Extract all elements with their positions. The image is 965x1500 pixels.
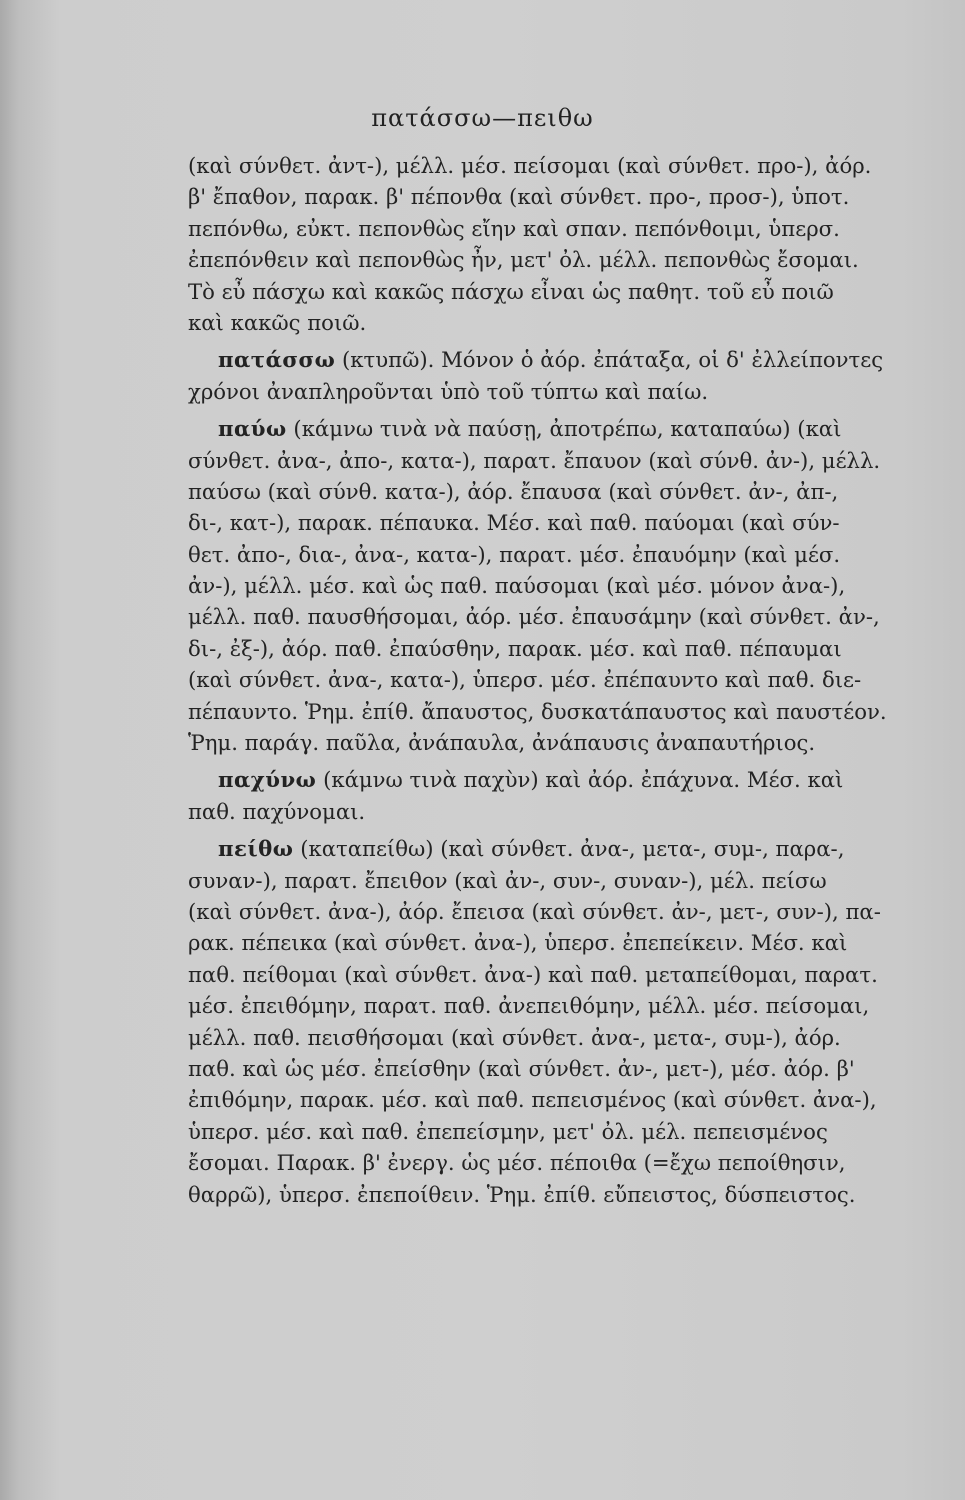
text-line: μέλλ. παθ. πεισθήσομαι (καὶ σύνθετ. ἀνα-, μετα-, συμ-), ἀόρ. <box>188 1024 841 1050</box>
text-line: (καὶ σύνθετ. ἀνα-, κατα-), ὑπερσ. μέσ. ἐπέπαυντο καὶ παθ. διε- <box>188 667 862 693</box>
entry-pauo <box>188 413 918 758</box>
text-line: (καὶ σύνθετ. ἀνα-), ἀόρ. ἔπεισα (καὶ σύνθετ. ἀν-, μετ-, συν-), πα- <box>188 898 881 924</box>
text-line: ἀν-), μέλλ. μέσ. καὶ ὡς παθ. παύσομαι (καὶ μέσ. μόνον ἀνα-), <box>188 573 846 599</box>
text-line: β' ἔπαθον, παρακ. β' πέπονθα (καὶ σύνθετ. προ-, προσ-), ὑποτ. <box>188 184 850 210</box>
text-line: παύσω (καὶ σύνθ. κατα-), ἀόρ. ἔπαυσα (καὶ σύνθετ. ἀν-, ἀπ-, <box>188 478 839 504</box>
text-line: Ῥημ. παράγ. παῦλα, ἀνάπαυλα, ἀνάπαυσις ἀναπαυτήριος. <box>188 730 816 756</box>
entry-pachyno <box>188 764 918 827</box>
text-line <box>188 764 918 795</box>
text-line: θαρρῶ), ὑπερσ. ἐπεποίθειν. Ῥημ. ἐπίθ. εὔπειστος, δύσπειστος. <box>188 1181 856 1207</box>
text-line: ἐπιθόμην, παρακ. μέσ. καὶ παθ. πεπεισμένος (καὶ σύνθετ. ἀνα-), <box>188 1087 877 1113</box>
paragraph-continuation <box>188 150 918 338</box>
text-line: ἔσομαι. Παρακ. β' ἐνεργ. ὡς μέσ. πέποιθα (=ἔχω πεποίθησιν, <box>188 1150 846 1176</box>
text-line <box>188 833 918 864</box>
text-line: Τὸ εὖ πάσχω καὶ κακῶς πάσχω εἶναι ὡς παθητ. τοῦ εὖ ποιῶ <box>188 278 834 304</box>
text-line: δι-, κατ-), παρακ. πέπαυκα. Μέσ. καὶ παθ. παύομαι (καὶ σύν- <box>188 510 840 536</box>
entry-text: (κάμνω τινὰ νὰ παύσῃ, ἀποτρέπω, καταπαύω) (καὶ <box>286 416 842 442</box>
entry-text: (κτυπῶ). Μόνον ὁ ἀόρ. ἐπάταξα, οἱ δ' ἐλλείποντες <box>335 347 884 373</box>
entry-lemma: πατάσσω <box>218 347 336 373</box>
text-line: ὑπερσ. μέσ. καὶ παθ. ἐπεπείσμην, μετ' ὀλ. μέλ. πεπεισμένος <box>188 1118 828 1144</box>
text-line: πέπαυντο. Ῥημ. ἐπίθ. ἄπαυστος, δυσκατάπαυστος καὶ παυστέον. <box>188 698 887 724</box>
text-line: συναν-), παρατ. ἔπειθον (καὶ ἀν-, συν-, συναν-), μέλ. πείσω <box>188 867 827 893</box>
entry-text: (καταπείθω) (καὶ σύνθετ. ἀνα-, μετα-, συμ-, παρα-, <box>293 836 845 862</box>
text-line <box>188 344 918 375</box>
text-line: μέλλ. παθ. παυσθήσομαι, ἀόρ. μέσ. ἐπαυσάμην (καὶ σύνθετ. ἀν-, <box>188 604 880 630</box>
text-line: σύνθετ. ἀνα-, ἀπο-, κατα-), παρατ. ἔπαυον (καὶ σύνθ. ἀν-), μέλλ. <box>188 447 881 473</box>
text-line: ἐπεπόνθειν καὶ πεπονθὼς ἦν, μετ' ὀλ. μέλλ. πεπονθὼς ἔσομαι. <box>188 247 859 273</box>
text-line: δι-, ἐξ-), ἀόρ. παθ. ἐπαύσθην, παρακ. μέσ. καὶ παθ. πέπαυμαι <box>188 635 842 661</box>
text-line: θετ. ἀπο-, δια-, ἀνα-, κατα-), παρατ. μέσ. ἐπαυόμην (καὶ μέσ. <box>188 541 841 567</box>
entry-lemma: παχύνω <box>218 767 317 793</box>
entry-lemma: παύω <box>218 416 287 442</box>
text-line: παθ. πείθομαι (καὶ σύνθετ. ἀνα-) καὶ παθ. μεταπείθομαι, παρατ. <box>188 961 878 987</box>
text-line: παθ. παχύνομαι. <box>188 798 366 824</box>
entry-patasso <box>188 344 918 407</box>
text-line <box>188 413 918 444</box>
text-line: πεπόνθω, εὐκτ. πεπονθὼς εἴην καὶ σπαν. πεπόνθοιμι, ὑπερσ. <box>188 215 840 241</box>
text-line: χρόνοι ἀναπληροῦνται ὑπὸ τοῦ τύπτω καὶ παίω. <box>188 378 709 404</box>
text-line: μέσ. ἐπειθόμην, παρατ. παθ. ἀνεπειθόμην, μέλλ. μέσ. πείσομαι, <box>188 993 870 1019</box>
entry-peitho <box>188 833 918 1210</box>
entry-text: (κάμνω τινὰ παχὺν) καὶ ἀόρ. ἐπάχυνα. Μέσ. καὶ <box>316 767 844 793</box>
page-body <box>188 150 918 1210</box>
text-line: ρακ. πέπεικα (καὶ σύνθετ. ἀνα-), ὑπερσ. ἐπεπείκειν. Μέσ. καὶ <box>188 930 848 956</box>
text-line: καὶ κακῶς ποιῶ. <box>188 309 367 335</box>
text-line: παθ. καὶ ὡς μέσ. ἐπείσθην (καὶ σύνθετ. ἀν-, μετ-), μέσ. ἀόρ. β' <box>188 1055 855 1081</box>
text-line: (καὶ σύνθετ. ἀντ-), μέλλ. μέσ. πείσομαι (καὶ σύνθετ. προ-), ἀόρ. <box>188 153 872 178</box>
running-header: πατάσσω—πειθω <box>371 104 594 132</box>
entry-lemma: πείθω <box>218 836 294 862</box>
